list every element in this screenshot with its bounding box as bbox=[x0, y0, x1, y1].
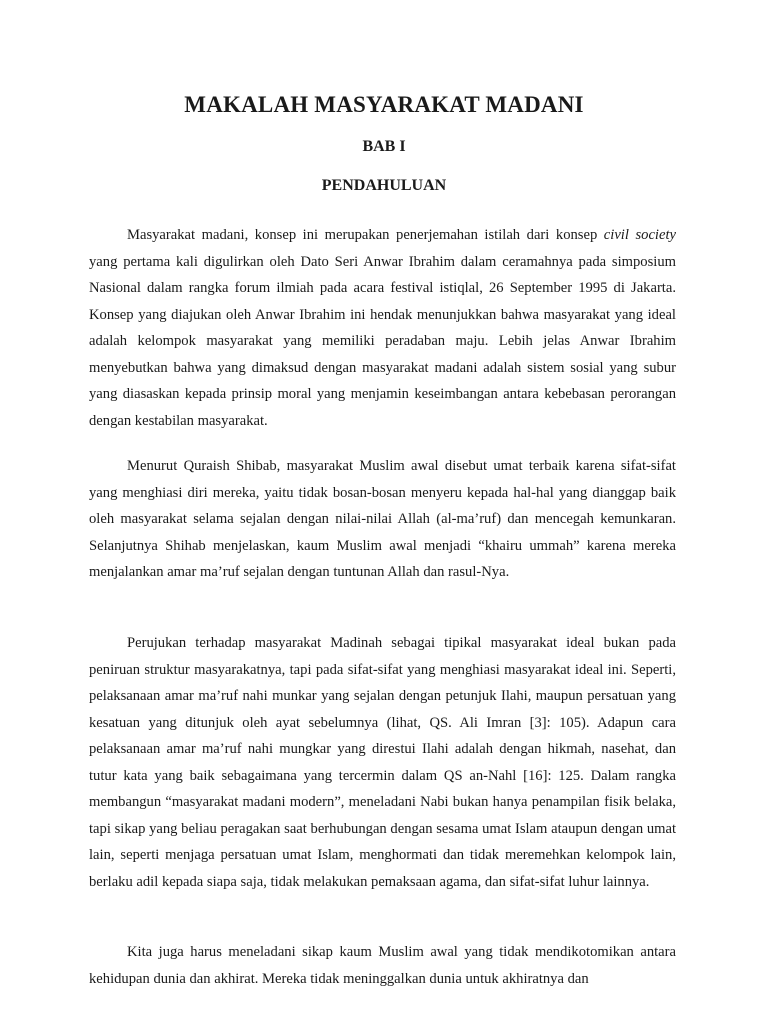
paragraph-1-emphasis: civil society bbox=[603, 227, 676, 243]
chapter-heading: BAB I bbox=[362, 138, 406, 155]
section-heading: PENDAHULUAN bbox=[321, 177, 447, 194]
paragraph-2: Menurut Quraish Shibab, masyarakat Muslim awal disebut umat terbaik karena sifat-sifat yang menghiasi diri mereka, yaitu tidak bosan-bosan menyeru kepada hal-hal yang dianggap baik oleh masyarakat selama sejalan dengan nilai-nilai Allah (al-ma’ruf) dan mencegah kemunkaran. Selanjutnya Shihab menjelaskan, kaum Muslim awal menjadi “khairu ummah” karena mereka menjalankan amar ma’ruf sejalan dengan tuntunan Allah dan rasul-Nya. bbox=[89, 458, 676, 580]
paragraph-4: Kita juga harus meneladani sikap kaum Muslim awal yang tidak mendikotomikan antara kehidupan dunia dan akhirat. Mereka tidak meninggalkan dunia untuk akhiratnya dan bbox=[89, 944, 676, 987]
paragraph-3: Perujukan terhadap masyarakat Madinah sebagai tipikal masyarakat ideal bukan pada peniruan struktur masyarakatnya, tapi pada sifat-sifat yang menghiasi masyarakat ideal ini. Seperti, pelaksanaan amar ma’ruf nahi munkar yang sejalan dengan petunjuk Ilahi, maupun persatuan yang kesatuan yang ditunjuk oleh ayat sebelumnya (lihat, QS. Ali Imran [3]: 105). Adapun cara pelaksanaan amar ma’ruf nahi mungkar yang direstui Ilahi adalah dengan hikmah, nasehat, dan tutur kata yang baik sebagaimana yang tercermin dalam QS an-Nahl [16]: 125. Dalam rangka membangun “masyarakat madani modern”, meneladani Nabi bukan hanya penampilan fisik belaka, tapi sikap yang beliau peragakan saat berhubungan dengan sesama umat Islam ataupun dengan umat lain, seperti menjaga persatuan umat Islam, menghormati dan tidak meremehkan kelompok lain, berlaku adil kepada siapa saja, tidak melakukan pemaksaan agama, dan sifat-sifat luhur lainnya. bbox=[89, 635, 676, 890]
paragraph-1-lead: Masyarakat madani, konsep ini merupakan penerjemahan istilah dari konsep bbox=[127, 227, 604, 243]
paragraph-1 bbox=[89, 222, 676, 434]
paragraph-1-rest: yang pertama kali digulirkan oleh Dato Seri Anwar Ibrahim dalam ceramahnya pada simposium Nasional dalam rangka forum ilmiah pada acara festival istiqlal, 26 September 1995 di Jakarta. Konsep yang diajukan oleh Anwar Ibrahim ini hendak menunjukkan bahwa masyarakat yang ideal adalah kelompok masyarakat yang memiliki peradaban maju. Lebih jelas Anwar Ibrahim menyebutkan bahwa yang dimaksud dengan masyarakat madani adalah sistem sosial yang subur yang diasaskan kepada prinsip moral yang menjamin keseimbangan antara kebebasan perorangan dengan kestabilan masyarakat. bbox=[89, 253, 676, 429]
document-title: MAKALAH MASYARAKAT MADANI bbox=[184, 92, 584, 117]
